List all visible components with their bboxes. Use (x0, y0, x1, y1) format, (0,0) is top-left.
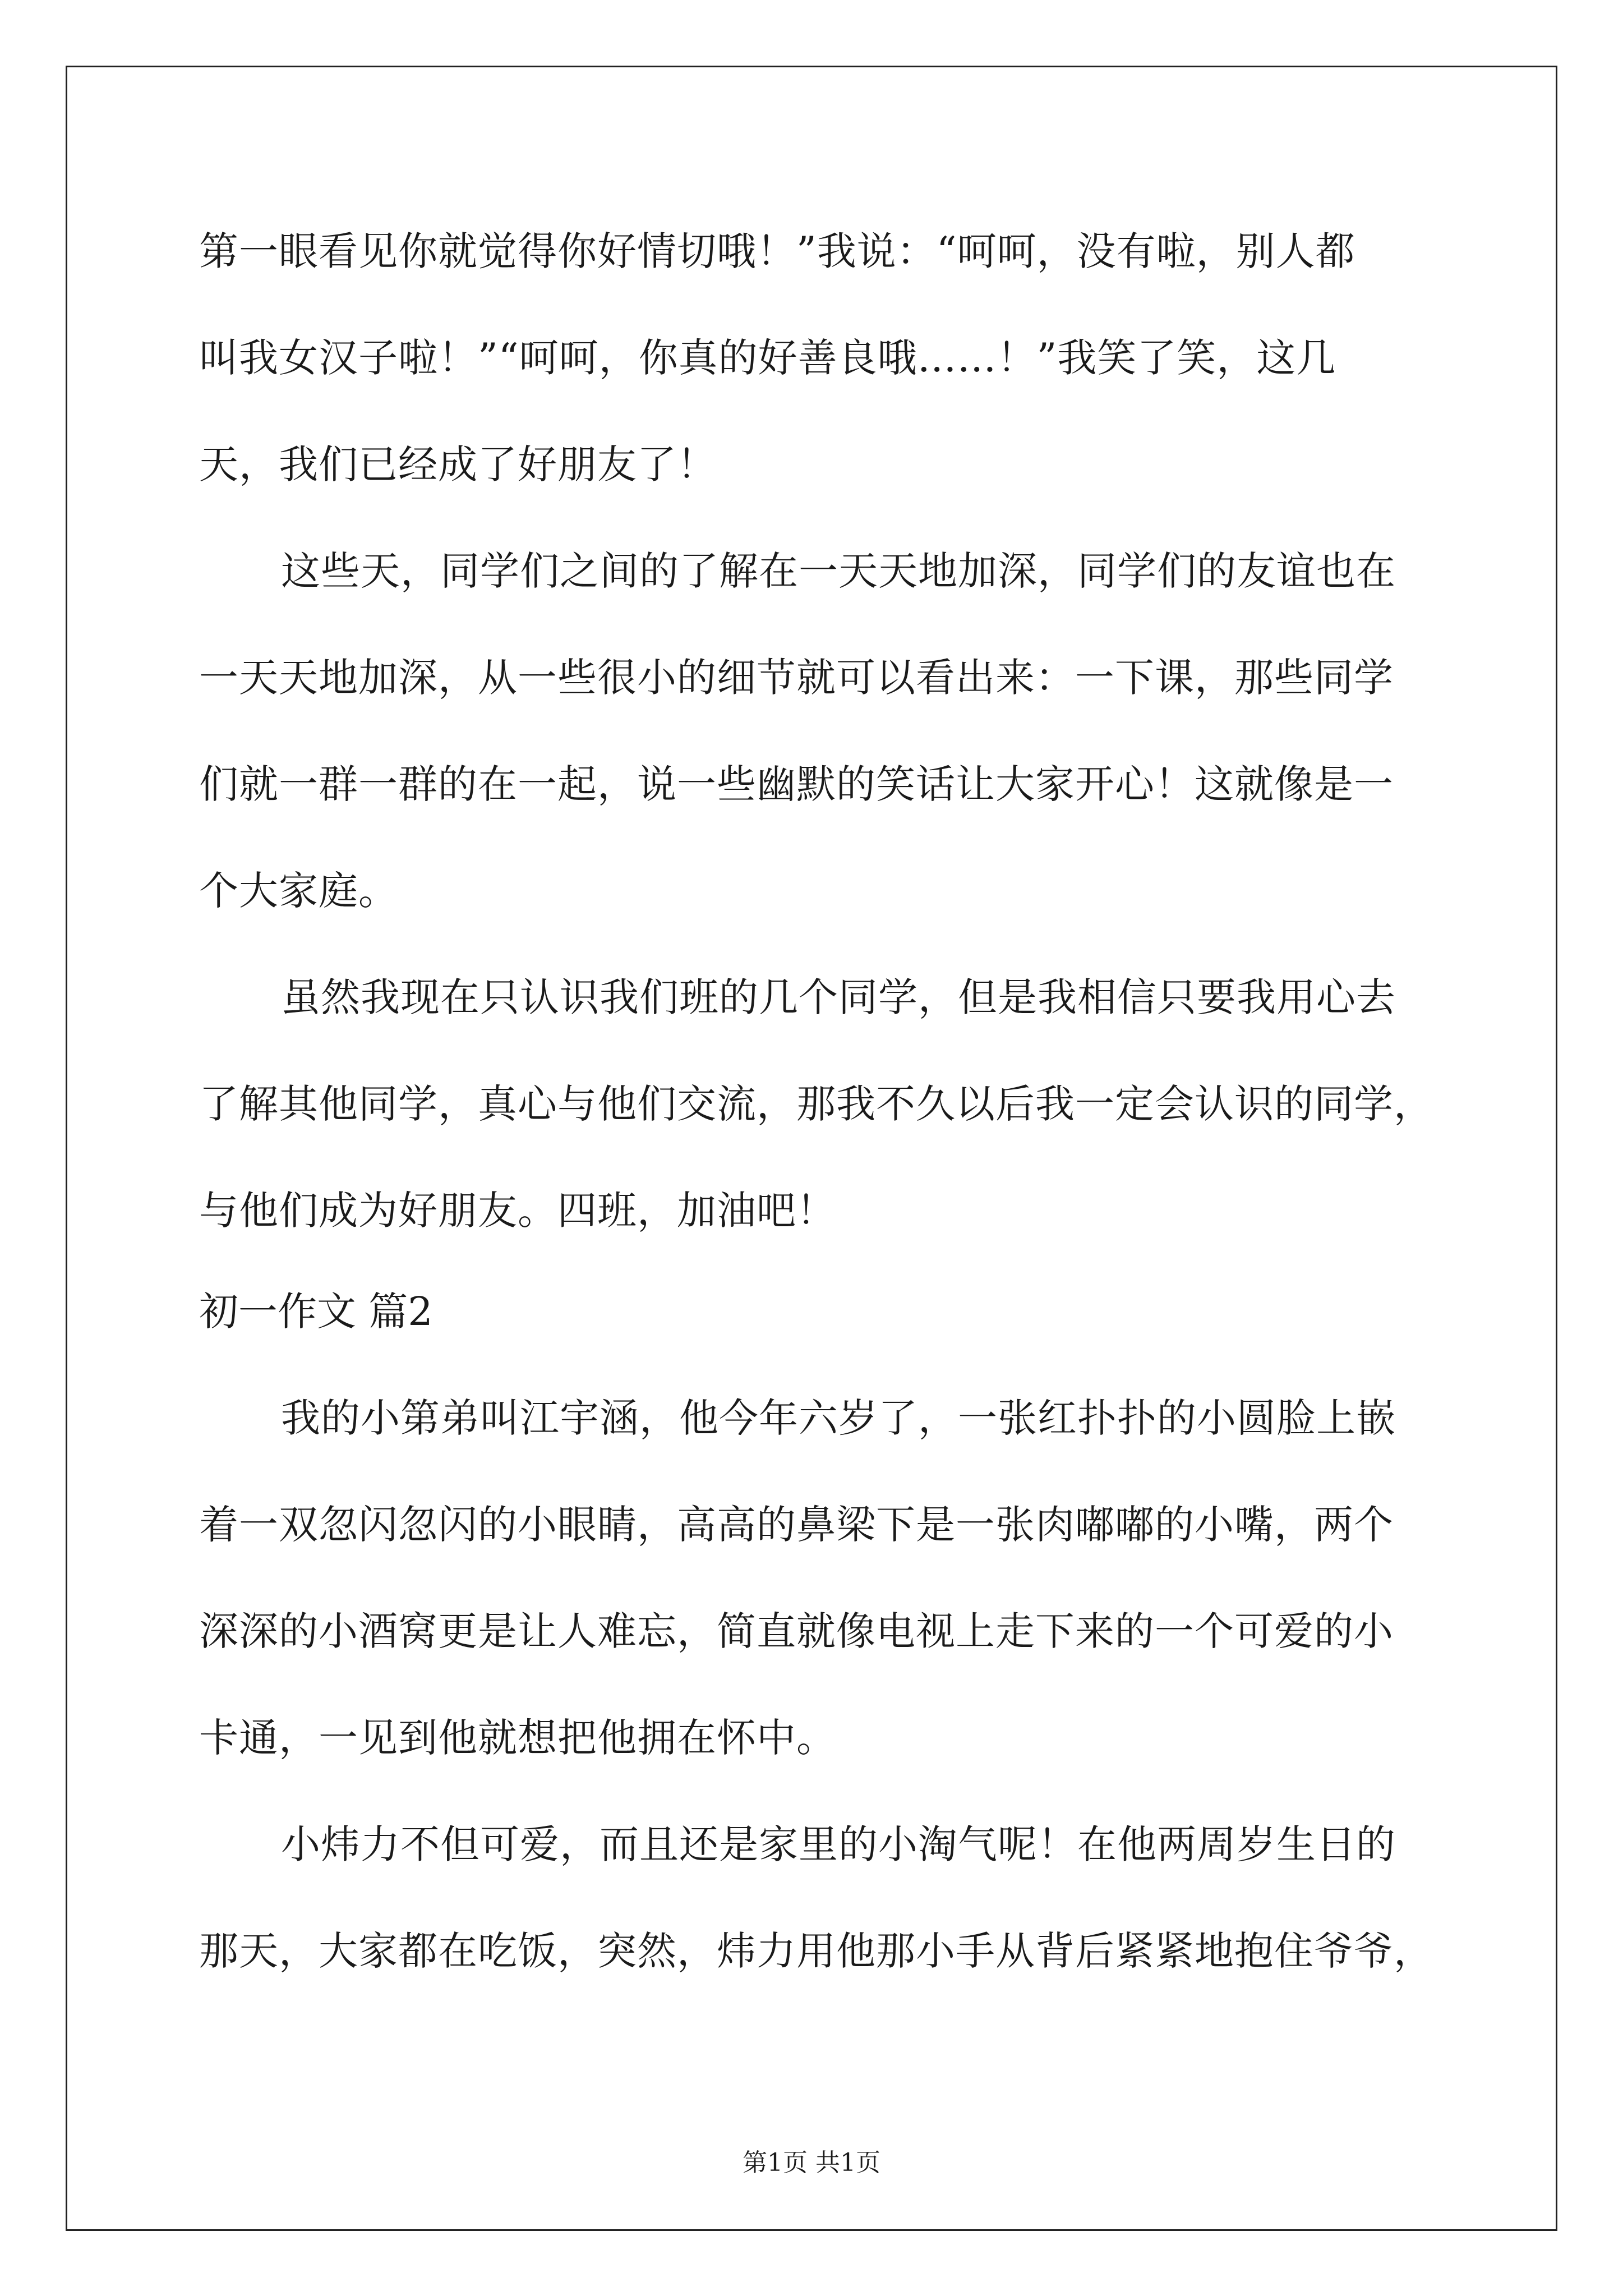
paragraph-line: 我的小第弟叫江宇涵，他今年六岁了，一张红扑扑的小圆脸上嵌 (281, 1395, 1396, 1441)
paragraph-line: 那天，大家都在吃饭，突然，炜力用他那小手从背后紧紧地抱住爷爷， (199, 1928, 1433, 1974)
paragraph-line: 了解其他同学，真心与他们交流，那我不久以后我一定会认识的同学， (199, 1081, 1433, 1127)
paragraph-line: 小炜力不但可爱，而且还是家里的小淘气呢！在他两周岁生日的 (281, 1821, 1396, 1867)
page-border (66, 66, 1557, 2231)
paragraph-line: 与他们成为好朋友。四班，加油吧！ (199, 1188, 836, 1234)
paragraph-line: 们就一群一群的在一起，说一些幽默的笑话让大家开心！这就像是一 (199, 761, 1394, 807)
paragraph-line: 深深的小酒窝更是让人难忘，简直就像电视上走下来的一个可爱的小 (199, 1608, 1394, 1654)
paragraph-line: 卡通，一见到他就想把他拥在怀中。 (199, 1715, 836, 1761)
paragraph-line: 天，我们已经成了好朋友了！ (199, 441, 717, 487)
paragraph-line: 第一眼看见你就觉得你好情切哦！”我说：“呵呵，没有啦，别人都 (199, 228, 1355, 274)
paragraph-line: 一天天地加深，从一些很小的细节就可以看出来：一下课，那些同学 (199, 655, 1394, 701)
page-footer: 第1页 共1页 (743, 2148, 880, 2177)
section-heading: 初一作文 篇2 (199, 1289, 433, 1335)
paragraph-line: 这些天，同学们之间的了解在一天天地加深，同学们的友谊也在 (281, 548, 1396, 594)
paragraph-line: 叫我女汉子啦！”“呵呵，你真的好善良哦……！”我笑了笑，这几 (199, 335, 1336, 381)
paragraph-line: 虽然我现在只认识我们班的几个同学，但是我相信只要我用心去 (281, 974, 1396, 1020)
paragraph-line: 个大家庭。 (199, 868, 398, 914)
paragraph-line: 着一双忽闪忽闪的小眼睛，高高的鼻梁下是一张肉嘟嘟的小嘴，两个 (199, 1502, 1394, 1548)
